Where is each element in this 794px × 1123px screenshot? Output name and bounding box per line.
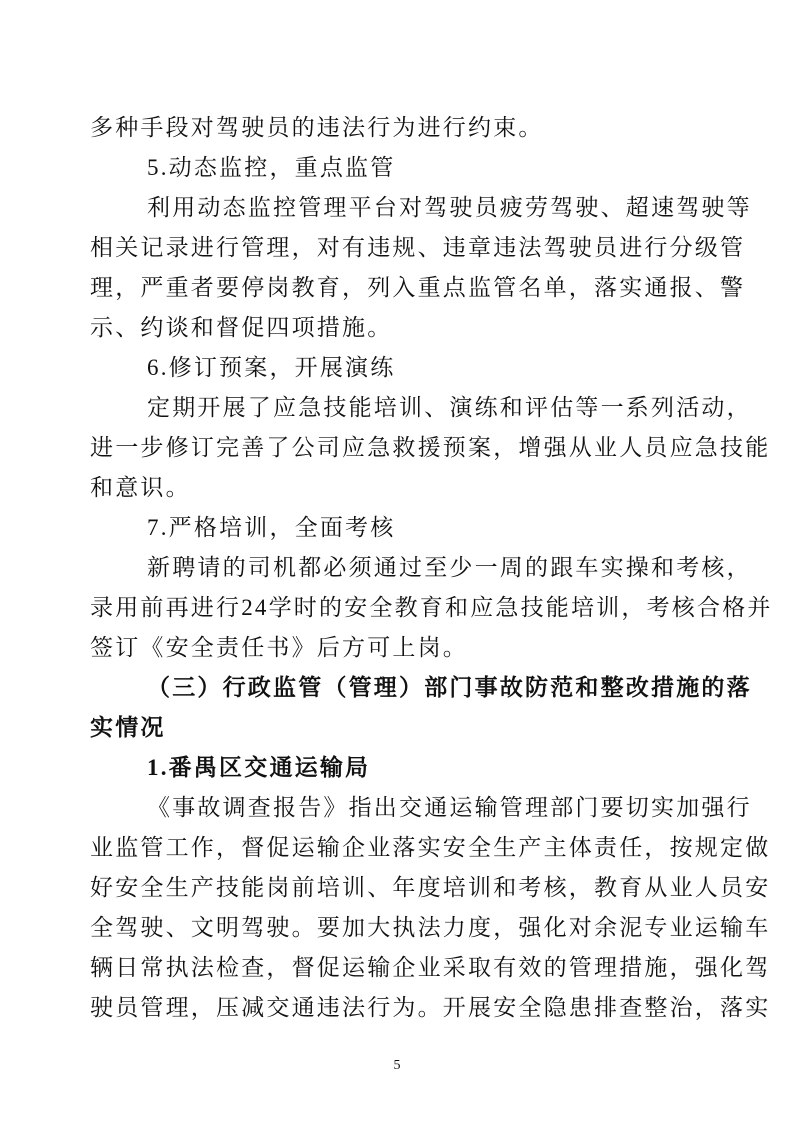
body-line: 好安全生产技能岗前培训、年度培训和考核，教育从业人员安: [90, 875, 771, 900]
body-line: 《事故调查报告》指出交通运输管理部门要切实加强行: [147, 795, 752, 820]
heading-line: 6.修订预案，开展演练: [147, 355, 396, 380]
body-line: 示、约谈和督促四项措施。: [90, 315, 393, 340]
page-number: 5: [393, 1058, 401, 1073]
body-line: 理，严重者要停岗教育，列入重点监管名单，落实通报、警: [90, 275, 746, 300]
body-line: 新聘请的司机都必须通过至少一周的跟车实操和考核，: [147, 555, 752, 580]
page-footer: [0, 1056, 794, 1074]
body-line: 多种手段对驾驶员的违法行为进行约束。: [90, 115, 544, 140]
body-line: 录用前再进行24学时的安全教育和应急技能培训，考核合格并: [90, 595, 773, 620]
heading-line: 5.动态监控，重点监管: [147, 155, 396, 180]
subsection-heading-line: 1.番禺区交通运输局: [147, 755, 371, 780]
section-heading-line: （三）行政监管（管理）部门事故防范和整改措施的落: [147, 675, 752, 700]
body-line: 辆日常执法检查，督促运输企业采取有效的管理措施，强化驾: [90, 955, 771, 980]
body-line: 业监管工作，督促运输企业落实安全生产主体责任，按规定做: [90, 835, 771, 860]
section-heading-line: 实情况: [90, 715, 166, 740]
body-line: 利用动态监控管理平台对驾驶员疲劳驾驶、超速驾驶等: [147, 195, 752, 220]
body-line: 相关记录进行管理，对有违规、违章违法驾驶员进行分级管: [90, 235, 746, 260]
body-line: 进一步修订完善了公司应急救援预案，增强从业人员应急技能: [90, 435, 771, 460]
body-line: 和意识。: [90, 475, 191, 500]
body-line: 签订《安全责任书》后方可上岗。: [90, 635, 468, 660]
heading-line: 7.严格培训，全面考核: [147, 515, 396, 540]
body-line: 全驾驶、文明驾驶。要加大执法力度，强化对余泥专业运输车: [90, 915, 771, 940]
body-line: 定期开展了应急技能培训、演练和评估等一系列活动，: [147, 395, 752, 420]
document-body: [90, 108, 773, 1028]
body-line: 驶员管理，压减交通违法行为。开展安全隐患排查整治，落实: [90, 995, 771, 1020]
